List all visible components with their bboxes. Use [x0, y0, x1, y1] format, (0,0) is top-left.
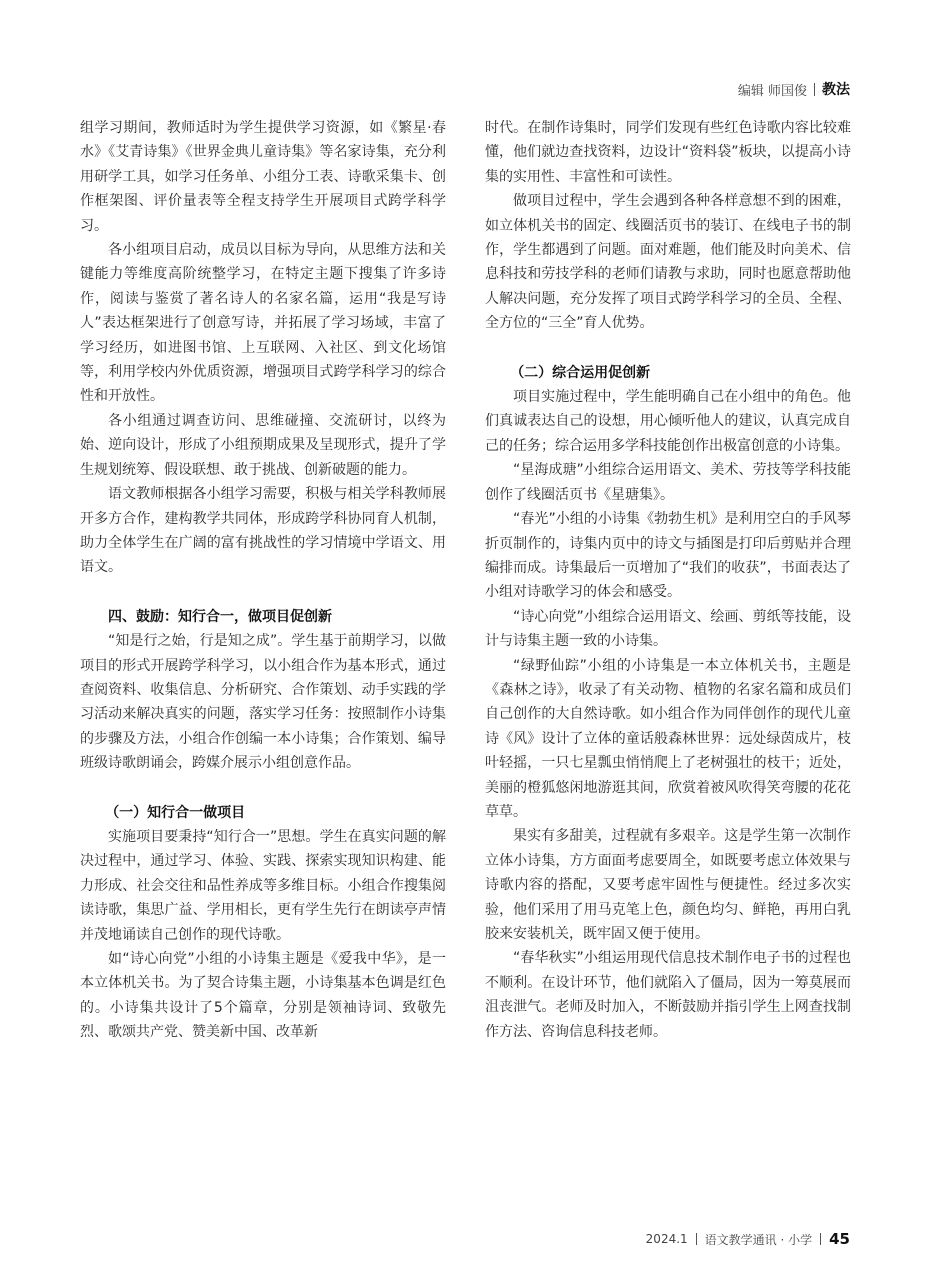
- footer-divider: [820, 1233, 821, 1245]
- page-footer: [646, 1230, 850, 1248]
- paragraph: “知是行之始，行是知之成”。学生基于前期学习，以做项目的形式开展跨学科学习，以小组合作为基本形式，通过查阅资料、收集信息、分析研究、合作策划、动手实践的学习活动来解决真实的问题，落实学习任务：按照制作小诗集的步骤及方法，小组合作创编一本小诗集；合作策划、编导班级诗歌朗诵会，跨媒介展示小组创意作品。: [80, 633, 446, 772]
- paragraph: “春华秋实”小组运用现代信息技术制作电子书的过程也不顺利。在设计环节，他们就陷入了僵局，因为一筹莫展而沮丧泄气。老师及时加入，不断鼓励并指引学生上网查找制作方法、咨询信息科技老师。: [485, 950, 851, 1040]
- paragraph: 实施项目要秉持“知行合一”思想。学生在真实问题的解决过程中，通过学习、体验、实践、探索实现知识构建、能力形成、社会交往和品性养成等多维目标。小组合作搜集阅读诗歌，集思广益、学用相长，更有学生先行在朗读亭声情并茂地诵读自己创作的现代诗歌。: [80, 828, 446, 943]
- footer-divider: [696, 1233, 697, 1245]
- paragraph: “诗心向党”小组综合运用语文、绘画、剪纸等技能，设计与诗集主题一致的小诗集。: [485, 608, 851, 650]
- paragraph: 时代。在制作诗集时，同学们发现有些红色诗歌内容比较难懂，他们就边查找资料，边设计“资料袋”板块，以提高小诗集的实用性、丰富性和可读性。: [485, 120, 851, 185]
- paragraph: “绿野仙踪”小组的小诗集是一本立体机关书，主题是《森林之诗》，收录了有关动物、植物的名家名篇和成员们自己创作的大自然诗歌。如小组合作为同伴创作的现代儿童诗《风》设计了立体的童话般森林世界：远处绿茵成片，枝叶轻摇，一只七星瓢虫悄悄爬上了老树强壮的枝干；近处，美丽的橙狐悠闲地游逛其间，欣赏着被风吹得笑弯腰的花花草草。: [485, 657, 851, 820]
- editor-credit: 编辑 师国俊: [737, 83, 807, 99]
- paragraph: 项目实施过程中，学生能明确自己在小组中的角色。他们真诚表达自己的设想，用心倾听他人的建议，认真完成自己的任务；综合运用多学科技能创作出极富创意的小诗集。: [485, 389, 851, 454]
- section-heading: 四、鼓励：知行合一，做项目促创新: [108, 608, 332, 625]
- paragraph: 做项目过程中，学生会遇到各种各样意想不到的困难，如立体机关书的固定、线圈活页书的装订、在线电子书的制作，学生都遇到了问题。面对难题，他们能及时向美术、信息科技和劳技学科的老师们请教与求助，同时也愿意帮助他人解决问题，充分发挥了项目式跨学科学习的全员、全程、全方位的“三全”育人优势。: [485, 193, 851, 332]
- paragraph: 各小组通过调查访问、思维碰撞、交流研讨，以终为始、逆向设计，形成了小组预期成果及呈现形式，提升了学生规划统筹、假设联想、敢于挑战、创新破题的能力。: [80, 412, 446, 478]
- right-column: [485, 116, 851, 1044]
- paragraph: 语文教师根据各小组学习需要，积极与相关学科教师展开多方合作，建构教学共同体，形成跨学科协同育人机制，助力全体学生在广阔的富有挑战性的学习情境中学语文、用语文。: [80, 486, 446, 576]
- page-number: 45: [829, 1230, 850, 1248]
- running-header: [738, 79, 850, 99]
- section-name: 教法: [822, 82, 850, 98]
- paragraph: “星海成瑭”小组综合运用语文、美术、劳技等学科技能创作了线圈活页书《星瑭集》。: [485, 462, 851, 503]
- paragraph: 果实有多甜美，过程就有多艰辛。这是学生第一次制作立体小诗集，方方面面考虑要周全，如既要考虑立体效果与诗歌内容的搭配，又要考虑牢固性与便捷性。经过多次实验，他们采用了用马克笔上色，颜色均匀、鲜艳，再用白乳胶来安装机关，既牢固又便于使用。: [485, 828, 851, 942]
- paragraph: 如“诗心向党”小组的小诗集主题是《爱我中华》，是一本立体机关书。为了契合诗集主题，小诗集基本色调是红色的。小诗集共设计了5个篇章，分别是领袖诗词、致敬先烈、歌颂共产党、赞美新中国、改革新: [80, 951, 446, 1041]
- paragraph: “春光”小组的小诗集《勃勃生机》是利用空白的手风琴折页制作的，诗集内页中的诗文与插图是打印后剪贴并合理编排而成。诗集最后一页增加了“我们的收获”，书面表达了小组对诗歌学习的体会和感受。: [485, 511, 851, 601]
- paragraph: 各小组项目启动，成员以目标为导向，从思维方法和关键能力等维度高阶统整学习，在特定主题下搜集了许多诗作，阅读与鉴赏了著名诗人的名家名篇，运用“我是写诗人”表达框架进行了创意写诗，并拓展了学习场域，丰富了学习经历，如进图书馆、上互联网、入社区、到文化场馆等，利用学校内外优质资源，增强项目式跨学科学习的综合性和开放性。: [80, 242, 446, 405]
- subsection-heading: （二）综合运用促创新: [510, 364, 651, 381]
- header-divider: [814, 83, 815, 96]
- subsection-heading: （一）知行合一做项目: [105, 804, 246, 821]
- journal-name: 语文教学通讯 · 小学: [704, 1232, 813, 1247]
- left-column: [80, 116, 446, 1045]
- paragraph: 组学习期间，教师适时为学生提供学习资源，如《繁星·春水》《艾青诗集》《世界金典儿童诗集》等名家诗集，充分利用研学工具，如学习任务单、小组分工表、诗歌采集卡、创作框架图、评价量表等全程支持学生开展项目式跨学科学习。: [80, 120, 446, 234]
- issue-date: 2024.1: [645, 1232, 688, 1246]
